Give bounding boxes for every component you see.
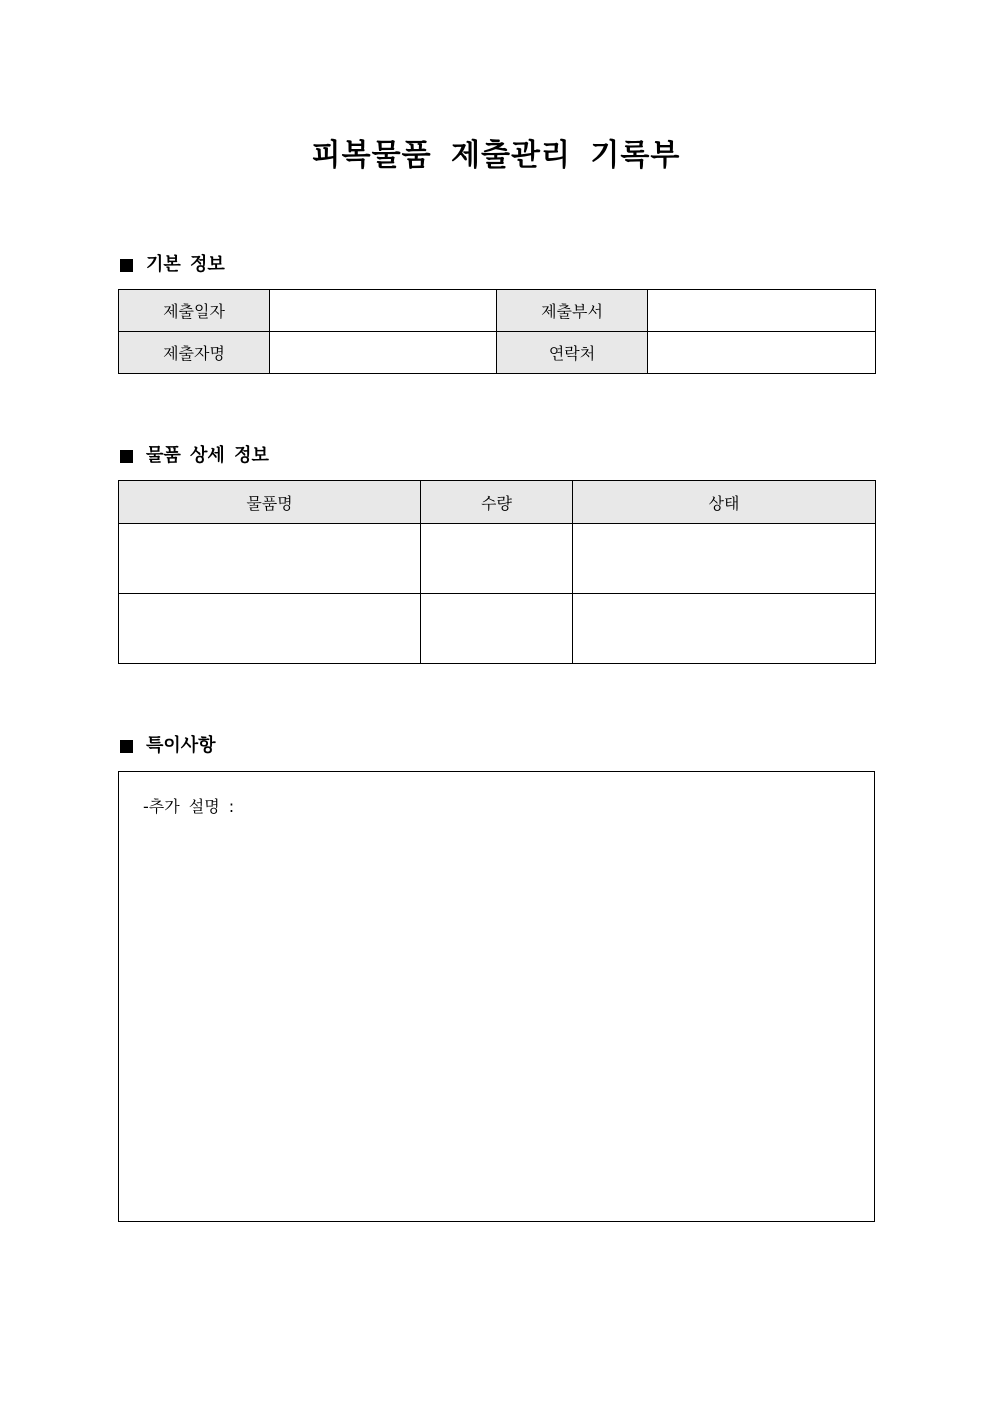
item-name-cell[interactable]	[119, 594, 421, 664]
square-bullet-icon	[120, 259, 133, 272]
status-cell[interactable]	[573, 594, 876, 664]
column-header-quantity: 수량	[421, 481, 573, 524]
table-row	[119, 524, 876, 594]
quantity-cell[interactable]	[421, 524, 573, 594]
submitter-name-label: 제출자명	[119, 332, 270, 374]
submit-date-label: 제출일자	[119, 290, 270, 332]
notes-box[interactable]	[118, 771, 875, 1222]
basic-info-table	[118, 289, 876, 374]
submit-dept-field[interactable]	[648, 290, 876, 332]
item-name-cell[interactable]	[119, 524, 421, 594]
contact-label: 연락처	[497, 332, 648, 374]
table-row	[119, 332, 876, 374]
status-cell[interactable]	[573, 524, 876, 594]
submit-dept-label: 제출부서	[497, 290, 648, 332]
table-header-row	[119, 481, 876, 524]
section-heading-notes	[118, 734, 216, 758]
square-bullet-icon	[120, 740, 133, 753]
quantity-cell[interactable]	[421, 594, 573, 664]
notes-text: -추가 설명 :	[143, 797, 235, 816]
square-bullet-icon	[120, 450, 133, 463]
section-heading-label: 기본 정보	[146, 254, 225, 275]
column-header-item-name: 물품명	[119, 481, 421, 524]
column-header-status: 상태	[573, 481, 876, 524]
section-heading-label: 특이사항	[146, 735, 216, 756]
contact-field[interactable]	[648, 332, 876, 374]
table-row	[119, 594, 876, 664]
submitter-name-field[interactable]	[270, 332, 497, 374]
section-heading-label: 물품 상세 정보	[146, 445, 269, 466]
item-details-table	[118, 480, 876, 664]
table-row	[119, 290, 876, 332]
page-title: 피복물품 제출관리 기록부	[311, 138, 681, 173]
section-heading-basic-info	[118, 253, 225, 277]
section-heading-item-details	[118, 444, 269, 468]
submit-date-field[interactable]	[270, 290, 497, 332]
